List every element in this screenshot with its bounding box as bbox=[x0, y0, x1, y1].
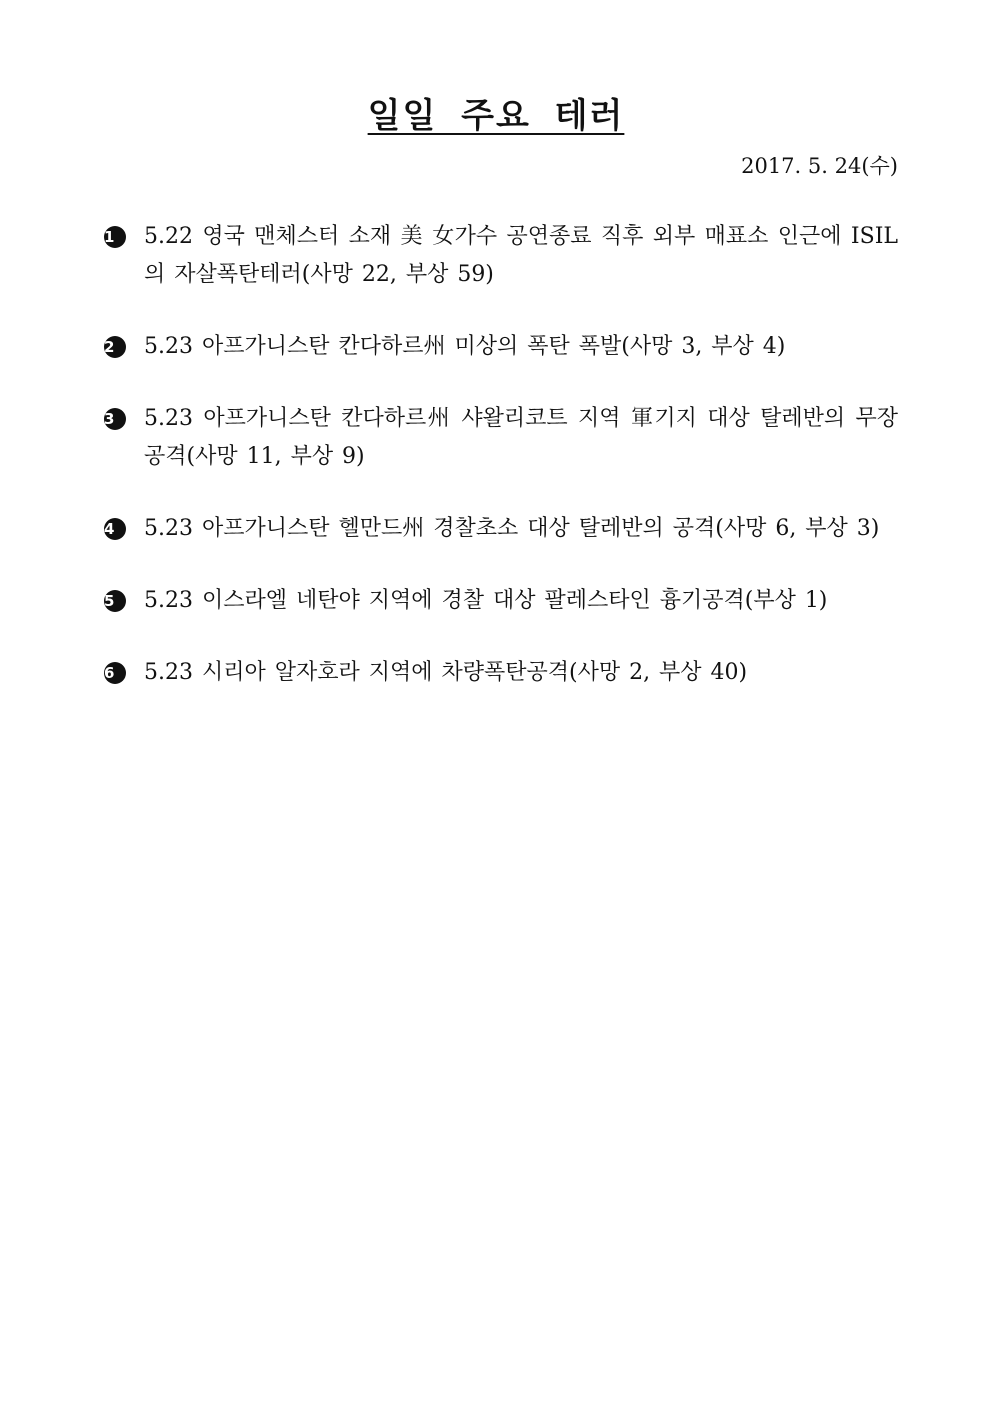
item-text: 5.23 아프가니스탄 칸다하르州 샤왈리코트 지역 軍기지 대상 탈레반의 무장공격(사망 11, 부상 9) bbox=[144, 406, 898, 469]
document-date: 2017. 5. 24(수) bbox=[741, 154, 898, 178]
item-text: 5.23 아프가니스탄 칸다하르州 미상의 폭탄 폭발(사망 3, 부상 4) bbox=[144, 334, 786, 359]
list-item bbox=[104, 654, 898, 692]
incident-list bbox=[104, 218, 898, 692]
number-bullet-icon: 1 bbox=[104, 226, 126, 248]
number-bullet-icon: 6 bbox=[104, 662, 126, 684]
number-bullet-icon: 2 bbox=[104, 336, 126, 358]
list-item bbox=[104, 582, 898, 620]
item-text: 5.22 영국 맨체스터 소재 美 女가수 공연종료 직후 외부 매표소 인근에 ISIL의 자살폭탄테러(사망 22, 부상 59) bbox=[144, 224, 898, 287]
number-bullet-icon: 5 bbox=[104, 590, 126, 612]
item-text: 5.23 시리아 알자호라 지역에 차량폭탄공격(사망 2, 부상 40) bbox=[144, 660, 748, 685]
list-item bbox=[104, 510, 898, 548]
item-text: 5.23 이스라엘 네탄야 지역에 경찰 대상 팔레스타인 흉기공격(부상 1) bbox=[144, 588, 828, 613]
number-bullet-icon: 4 bbox=[104, 518, 126, 540]
list-item bbox=[104, 328, 898, 366]
document-title bbox=[0, 88, 992, 137]
item-text: 5.23 아프가니스탄 헬만드州 경찰초소 대상 탈레반의 공격(사망 6, 부상 3) bbox=[144, 516, 880, 541]
list-item bbox=[104, 218, 898, 294]
list-item bbox=[104, 400, 898, 476]
title-text: 일일 주요 테러 bbox=[367, 96, 625, 136]
number-bullet-icon: 3 bbox=[104, 408, 126, 430]
